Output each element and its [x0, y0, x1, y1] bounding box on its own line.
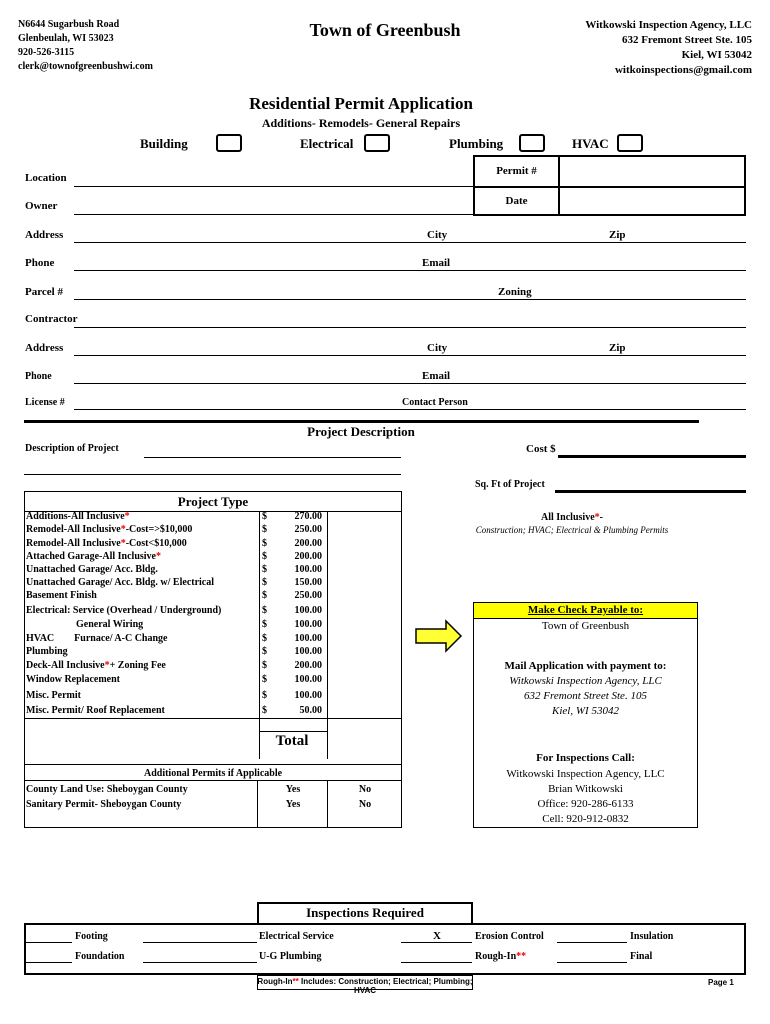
all-inclusive-detail: Construction; HVAC; Electrical & Plumbing Permits: [475, 525, 669, 535]
sqft-label: Sq. Ft of Project: [475, 479, 545, 490]
project-type-row[interactable]: Basement Finish $ 250.00: [26, 590, 322, 601]
contractor-city-label: City: [427, 342, 448, 354]
location-label: Location: [25, 172, 67, 184]
mail-street: 632 Fremont Street Ste. 105: [524, 690, 647, 702]
project-type-row[interactable]: Misc. Permit/ Roof Replacement $ 50.00: [26, 705, 322, 716]
agency-block: [585, 18, 752, 78]
agency-city: Kiel, WI 53042: [681, 49, 752, 61]
owner-label: Owner: [25, 200, 58, 212]
parcel-field[interactable]: [74, 299, 746, 300]
electrical-label: Electrical: [300, 136, 354, 151]
electrical-service-checkline[interactable]: [143, 942, 257, 943]
project-description-heading: Project Description: [307, 424, 415, 439]
electrical-service-label: Electrical Service: [259, 931, 334, 942]
footing-checkline[interactable]: [26, 942, 72, 943]
town-address-line2: Glenbeulah, WI 53023: [18, 33, 114, 44]
agency-name: Witkowski Inspection Agency, LLC: [585, 19, 752, 31]
form-title: Residential Permit Application: [249, 94, 473, 113]
town-contact-block: [18, 18, 153, 74]
project-type-row[interactable]: Window Replacement $ 100.00: [26, 674, 322, 685]
erosion-control-checkline[interactable]: [401, 942, 472, 943]
additional-permits-heading: Additional Permits if Applicable: [143, 768, 283, 779]
rough-in-checkline[interactable]: [401, 962, 472, 963]
total-label: Total: [275, 733, 309, 749]
project-type-row[interactable]: Unattached Garage/ Acc. Bldg. w/ Electrical $ 150.00: [26, 577, 322, 588]
project-type-row[interactable]: Additions-All Inclusive* $ 270.00: [26, 511, 322, 522]
form-subtitle: Additions- Remodels- General Repairs: [261, 116, 461, 130]
permit-number-field[interactable]: [560, 157, 744, 186]
ug-plumbing-label: U-G Plumbing: [259, 951, 322, 962]
inspector-name: Brian Witkowski: [548, 783, 623, 795]
zoning-label: Zoning: [498, 286, 532, 298]
permit-number-label: Permit #: [496, 165, 537, 177]
erosion-control-mark: X: [433, 930, 441, 942]
description-label: Description of Project: [25, 443, 119, 454]
sqft-field[interactable]: [555, 490, 746, 493]
final-label: Final: [630, 951, 653, 962]
insulation-checkline[interactable]: [557, 942, 627, 943]
project-type-row[interactable]: Attached Garage-All Inclusive* $ 200.00: [26, 551, 322, 562]
mail-heading: Mail Application with payment to:: [504, 660, 667, 672]
cost-field[interactable]: [558, 455, 746, 458]
address-label: Address: [25, 229, 64, 241]
contact-person-label: Contact Person: [402, 397, 468, 408]
phone-label: Phone: [25, 257, 55, 269]
agency-street: 632 Fremont Street Ste. 105: [621, 34, 752, 46]
inspections-call-heading: For Inspections Call:: [536, 752, 635, 764]
footing-label: Footing: [75, 931, 108, 942]
final-checkline[interactable]: [557, 962, 627, 963]
owner-field[interactable]: [74, 214, 473, 215]
project-type-row[interactable]: Remodel-All Inclusive*-Cost<$10,000 $ 200.00: [26, 538, 322, 549]
erosion-control-label: Erosion Control: [475, 931, 544, 942]
town-phone: 920-526-3115: [18, 47, 75, 58]
mail-city: Kiel, WI 53042: [552, 705, 619, 717]
project-type-row[interactable]: Misc. Permit $ 100.00: [26, 690, 322, 701]
inspections-agency: Witkowski Inspection Agency, LLC: [506, 768, 665, 780]
rough-in-label: Rough-In**: [475, 951, 527, 962]
contractor-phone-label: Phone: [25, 371, 52, 382]
foundation-checkline[interactable]: [26, 962, 72, 963]
contractor-label: Contractor: [25, 313, 78, 325]
project-type-row[interactable]: Electrical: Service (Overhead / Underground) $ 100.00: [26, 605, 322, 616]
permit-date-field[interactable]: [560, 188, 744, 214]
hvac-label: HVAC: [572, 136, 609, 151]
town-title: Town of Greenbush: [309, 20, 461, 40]
project-type-row[interactable]: Unattached Garage/ Acc. Bldg. $ 100.00: [26, 564, 322, 575]
section-divider: [24, 420, 699, 423]
parcel-label: Parcel #: [25, 286, 63, 298]
description-field-line2[interactable]: [24, 474, 401, 475]
project-type-row[interactable]: Plumbing $ 100.00: [26, 646, 322, 657]
electrical-checkbox[interactable]: [364, 134, 390, 152]
payee: Town of Greenbush: [541, 620, 630, 632]
foundation-label: Foundation: [75, 951, 125, 962]
permit-date-label: Date: [505, 195, 528, 207]
license-field[interactable]: [74, 409, 746, 410]
office-phone: Office: 920-286-6133: [537, 798, 634, 810]
project-type-heading: Project Type: [177, 494, 249, 509]
project-type-row[interactable]: Remodel-All Inclusive*-Cost=>$10,000 $ 250.00: [26, 524, 322, 535]
hvac-checkbox[interactable]: [617, 134, 643, 152]
check-payable-label: Make Check Payable to:: [474, 603, 697, 619]
zip-label: Zip: [609, 229, 626, 241]
ug-plumbing-checkline[interactable]: [143, 962, 257, 963]
project-type-row[interactable]: HVAC Furnace/ A-C Change $ 100.00: [26, 633, 322, 644]
license-label: License #: [25, 397, 65, 408]
building-label: Building: [140, 136, 188, 151]
plumbing-label: Plumbing: [449, 136, 504, 151]
additional-permit-row[interactable]: Sanitary Permit- Sheboygan County Yes No: [26, 799, 372, 810]
arrow-right-icon: [414, 619, 464, 653]
project-type-row[interactable]: General Wiring $ 100.00: [76, 619, 322, 630]
city-label: City: [427, 229, 448, 241]
contractor-email-label: Email: [422, 370, 451, 382]
description-field[interactable]: [144, 457, 401, 458]
building-checkbox[interactable]: [216, 134, 242, 152]
town-address-line1: N6644 Sugarbush Road: [18, 19, 120, 30]
page-number: Page 1: [708, 978, 734, 987]
total-field[interactable]: [327, 732, 401, 751]
cost-label: Cost $: [526, 443, 556, 455]
address-field[interactable]: [74, 242, 746, 243]
mail-agency-name: Witkowski Inspection Agency, LLC: [509, 675, 662, 687]
additional-permit-row[interactable]: County Land Use: Sheboygan County Yes No: [26, 784, 372, 795]
contractor-address-label: Address: [25, 342, 64, 354]
phone-field[interactable]: [74, 270, 746, 271]
contractor-address-field[interactable]: [74, 355, 746, 356]
rough-in-footnote: Rough-In** Includes: Construction; Electrical; Plumbing; HVAC: [257, 977, 473, 995]
location-field[interactable]: [74, 186, 473, 187]
email-label: Email: [422, 257, 451, 269]
agency-email: witkoinspections@gmail.com: [614, 64, 752, 76]
town-email: clerk@townofgreenbushwi.com: [18, 61, 153, 72]
payment-info-box: [473, 602, 698, 828]
all-inclusive-title: All Inclusive*-: [541, 512, 603, 523]
cell-phone: Cell: 920-912-0832: [542, 813, 629, 825]
plumbing-checkbox[interactable]: [519, 134, 545, 152]
insulation-label: Insulation: [630, 931, 674, 942]
permit-box: [473, 155, 746, 216]
inspections-heading: Inspections Required: [306, 905, 424, 920]
project-type-row[interactable]: Deck-All Inclusive*+ Zoning Fee $ 200.00: [26, 660, 322, 671]
contractor-zip-label: Zip: [609, 342, 626, 354]
contractor-field[interactable]: [74, 327, 746, 328]
contractor-phone-field[interactable]: [74, 383, 746, 384]
